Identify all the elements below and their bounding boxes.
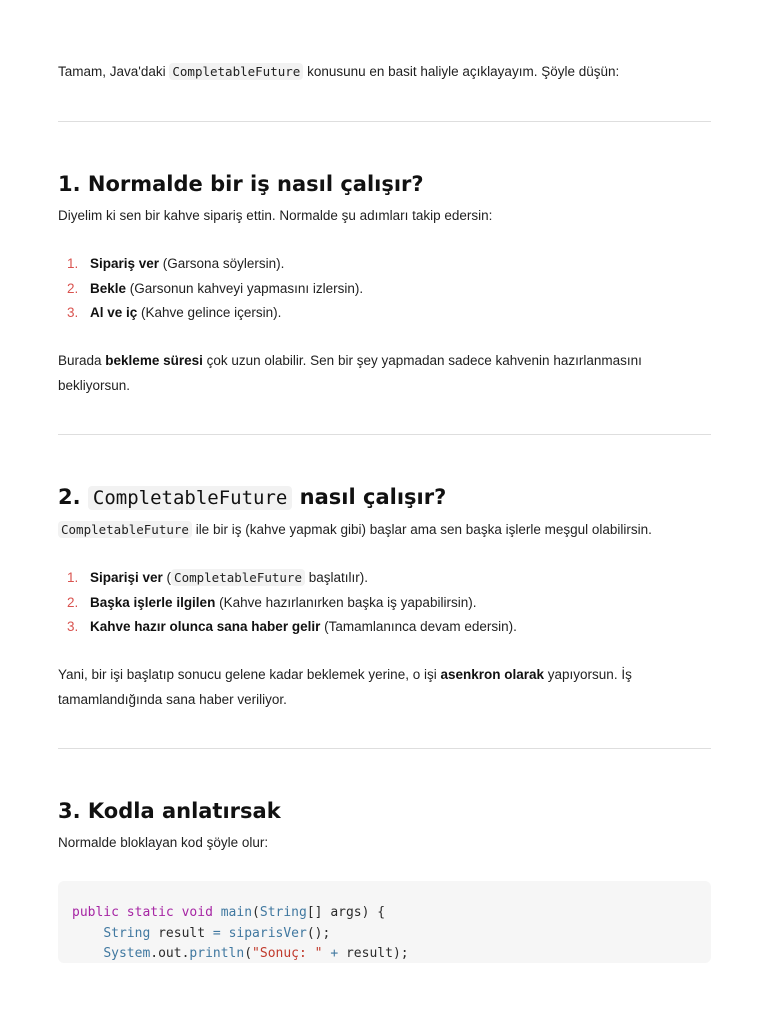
outro-text-end: çok uzun olabilir. Sen bir şey yapmadan sadece kahvenin hazırlanmasını bekliyorsun. bbox=[58, 353, 642, 393]
list-item-bold: Kahve hazır olunca sana haber gelir bbox=[90, 619, 321, 634]
list-number: 1. bbox=[67, 570, 79, 585]
list-item-bold: Bekle bbox=[90, 280, 127, 296]
list-number: 3. bbox=[67, 619, 79, 634]
outro-bold: bekleme süresi bbox=[105, 353, 203, 368]
list-number: 1. bbox=[67, 256, 79, 271]
section-2-list bbox=[58, 566, 711, 640]
code-line-1: public static void main(String[] args) { bbox=[72, 905, 386, 920]
intro-text-end: konusunu en basit haliyle açıklayayım. Şöyle düşün: bbox=[303, 64, 620, 79]
section-1-outro bbox=[58, 349, 711, 398]
section-3-heading: 3. Kodla anlatırsak bbox=[58, 799, 281, 823]
list-number: 2. bbox=[67, 594, 79, 610]
list-item bbox=[58, 615, 711, 640]
list-item bbox=[58, 252, 711, 277]
list-item bbox=[58, 591, 711, 616]
code-block bbox=[58, 881, 711, 963]
list-item-text: (Tamamlanınca devam edersin). bbox=[320, 619, 517, 634]
outro-text: Yani, bir işi başlatıp sonucu gelene kadar beklemek yerine, o işi bbox=[58, 667, 441, 682]
outro-text: Burada bbox=[58, 353, 106, 368]
code-line-3: System.out.println("Sonuç: " + result); bbox=[103, 946, 409, 961]
section-2-outro bbox=[58, 663, 711, 712]
inline-code: CompletableFuture bbox=[58, 521, 192, 538]
intro-paragraph bbox=[58, 60, 711, 85]
inline-code: CompletableFuture bbox=[169, 63, 303, 80]
list-item-bold: Siparişi ver bbox=[90, 570, 163, 585]
outro-bold: asenkron olarak bbox=[440, 667, 545, 682]
section-2-lead bbox=[58, 518, 711, 543]
list-number: 3. bbox=[67, 305, 79, 320]
outro-text-end: yapıyorsun. İş tamamlandığında sana haber veriliyor. bbox=[58, 667, 632, 707]
divider bbox=[58, 748, 711, 749]
list-item-bold: Başka işlerle ilgilen bbox=[90, 594, 216, 610]
list-item-text: (Kahve hazırlanırken başka iş yapabilirsin). bbox=[215, 594, 477, 610]
heading-text: nasıl çalışır? bbox=[292, 485, 447, 509]
lead-text: ile bir iş (kahve yapmak gibi) başlar ama sen başka işlerle meşgul olabilirsin. bbox=[191, 522, 652, 537]
divider bbox=[58, 434, 711, 435]
divider bbox=[58, 121, 711, 122]
list-item-text: (Garsonun kahveyi yapmasını izlersin). bbox=[126, 280, 364, 296]
section-3-lead: Normalde bloklayan kod şöyle olur: bbox=[58, 835, 269, 850]
section-1-lead: Diyelim ki sen bir kahve sipariş ettin. Normalde şu adımları takip edersin: bbox=[58, 208, 493, 223]
list-item-text-end: başlatılır). bbox=[304, 570, 369, 585]
section-2-heading bbox=[58, 483, 446, 512]
section-1-heading: 1. Normalde bir iş nasıl çalışır? bbox=[58, 172, 424, 196]
list-item-bold: Al ve iç bbox=[90, 305, 138, 320]
code-line-2: String result = siparisVer(); bbox=[103, 925, 331, 941]
list-item-text: ( bbox=[162, 570, 172, 585]
heading-number: 2. bbox=[58, 485, 88, 509]
list-number: 2. bbox=[67, 280, 79, 296]
intro-text: Tamam, Java'daki bbox=[58, 64, 170, 79]
list-item-bold: Sipariş ver bbox=[90, 256, 160, 271]
list-item-text: (Kahve gelince içersin). bbox=[137, 305, 282, 320]
section-1-list bbox=[58, 252, 711, 326]
heading-code: CompletableFuture bbox=[88, 486, 292, 510]
inline-code: CompletableFuture bbox=[171, 569, 305, 586]
list-item bbox=[58, 301, 711, 326]
list-item bbox=[58, 277, 711, 302]
list-item bbox=[58, 566, 711, 591]
list-item-text: (Garsona söylersin). bbox=[159, 256, 285, 271]
code-content bbox=[58, 881, 711, 963]
